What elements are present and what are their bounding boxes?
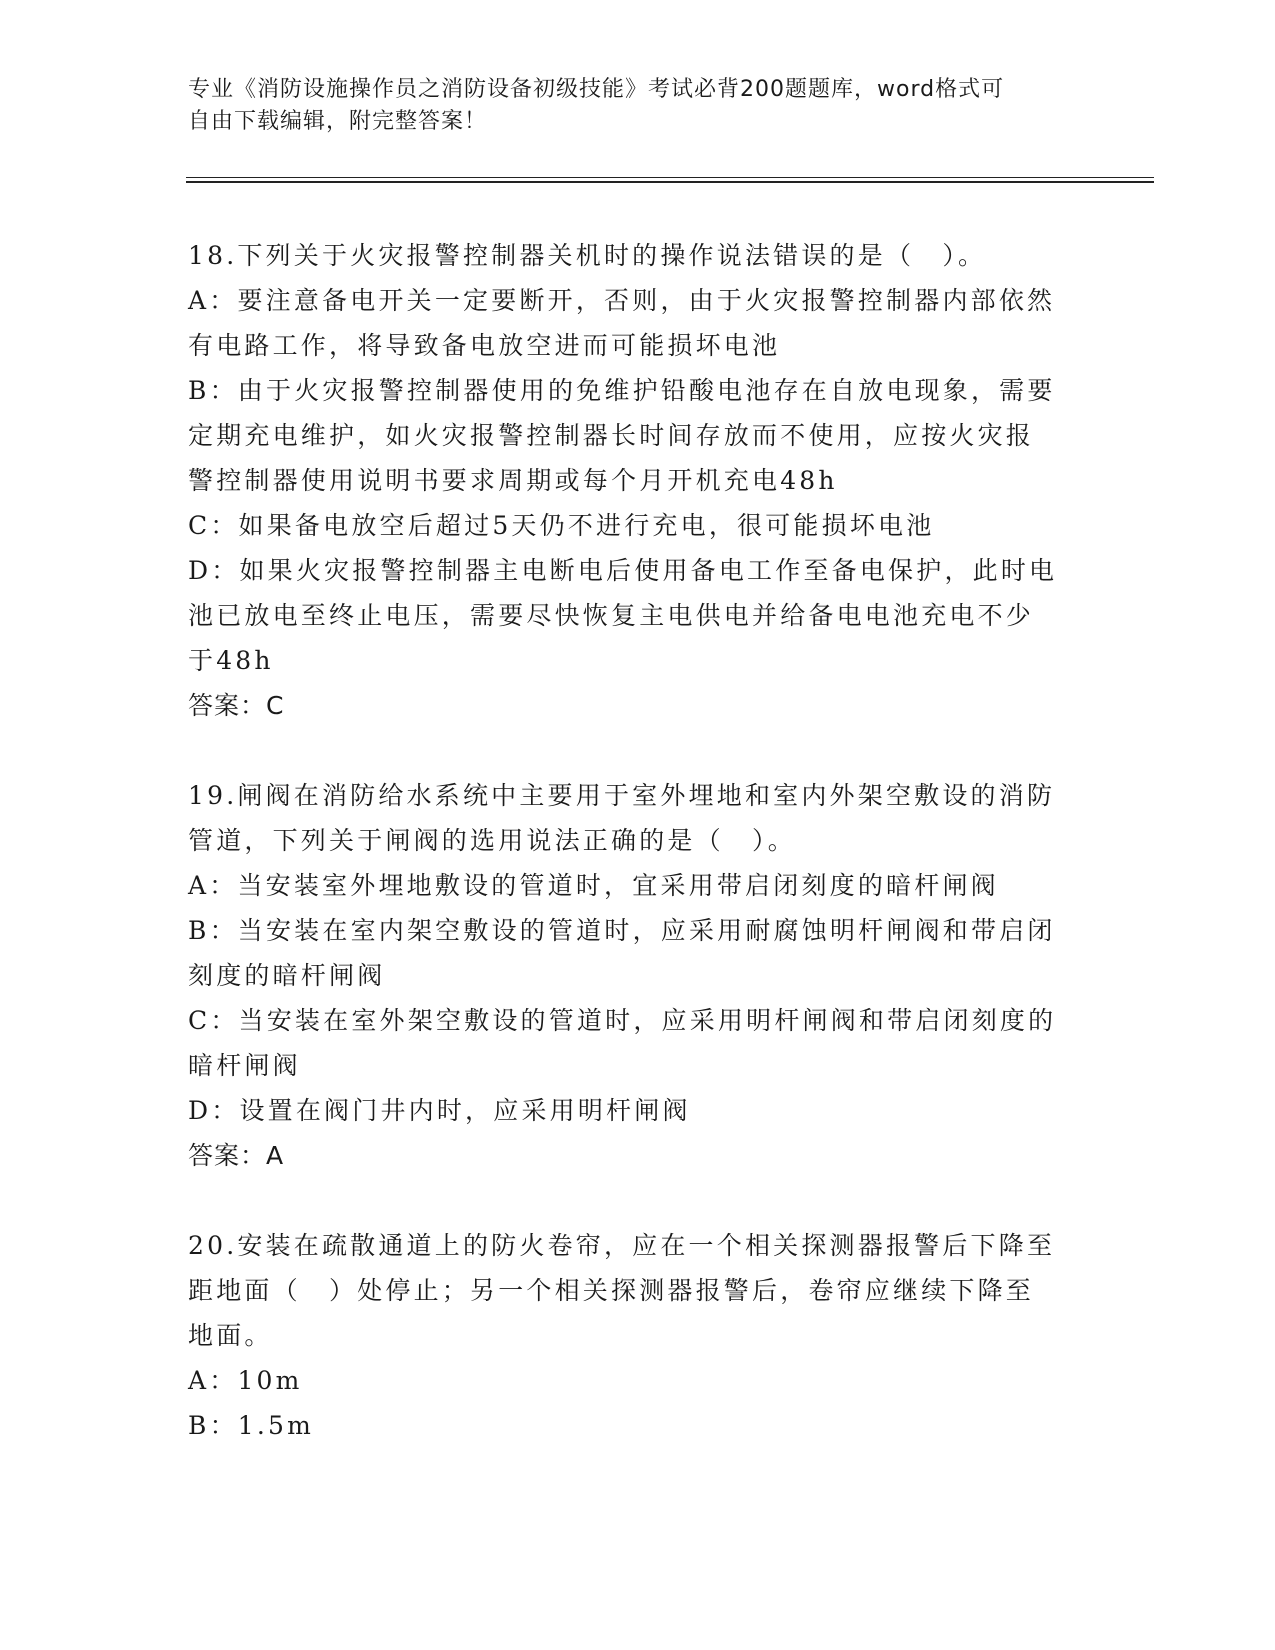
- option-a-line: A：要注意备电开关一定要断开，否则，由于火灾报警控制器内部依然: [188, 286, 1056, 315]
- question-stem-line: 距地面（ ）处停止；另一个相关探测器报警后，卷帘应继续下降至: [188, 1276, 1035, 1305]
- option-b-line: B：由于火灾报警控制器使用的免维护铅酸电池存在自放电现象，需要: [188, 376, 1056, 405]
- question-stem-line: 18.下列关于火灾报警控制器关机时的操作说法错误的是（ ）。: [188, 241, 987, 270]
- document-header: [188, 74, 1068, 138]
- header-line-2: 自由下载编辑，附完整答案！: [188, 109, 488, 134]
- question-stem-line: 管道，下列关于闸阀的选用说法正确的是（ ）。: [188, 826, 796, 855]
- option-d-line: 池已放电至终止电压，需要尽快恢复主电供电并给备电电池充电不少: [188, 601, 1035, 630]
- question-19: [188, 773, 1078, 1178]
- option-d-line: D：设置在阀门井内时，应采用明杆闸阀: [188, 1096, 691, 1125]
- option-b-line: B：当安装在室内架空敷设的管道时，应采用耐腐蚀明杆闸阀和带启闭: [188, 916, 1056, 945]
- option-d-line: 于48h: [188, 646, 274, 675]
- option-c-line: 暗杆闸阀: [188, 1051, 301, 1080]
- option-b-line: 定期充电维护，如火灾报警控制器长时间存放而不使用，应按火灾报: [188, 421, 1035, 450]
- header-line-1: 专业《消防设施操作员之消防设备初级技能》考试必背200题题库，word格式可: [188, 77, 1005, 102]
- question-stem-line: 地面。: [188, 1321, 273, 1350]
- answer-label: 答案：C: [188, 691, 285, 720]
- option-c-line: C：如果备电放空后超过5天仍不进行充电，很可能损坏电池: [188, 511, 935, 540]
- question-list: [188, 233, 1078, 1493]
- question-20: [188, 1223, 1078, 1448]
- header-divider-thin: [186, 177, 1154, 178]
- option-b-line: 刻度的暗杆闸阀: [188, 961, 386, 990]
- question-18: [188, 233, 1078, 728]
- option-b-line: 警控制器使用说明书要求周期或每个月开机充电48h: [188, 466, 838, 495]
- option-a-line: 有电路工作，将导致备电放空进而可能损坏电池: [188, 331, 781, 360]
- question-stem-line: 20.安装在疏散通道上的防火卷帘，应在一个相关探测器报警后下降至: [188, 1231, 1056, 1260]
- option-a-line: A：当安装室外埋地敷设的管道时，宜采用带启闭刻度的暗杆闸阀: [188, 871, 999, 900]
- question-stem-line: 19.闸阀在消防给水系统中主要用于室外埋地和室内外架空敷设的消防: [188, 781, 1056, 810]
- header-divider-thick: [186, 181, 1154, 183]
- option-b-line: B：1.5m: [188, 1411, 315, 1440]
- answer-label: 答案：A: [188, 1141, 285, 1170]
- option-c-line: C：当安装在室外架空敷设的管道时，应采用明杆闸阀和带启闭刻度的: [188, 1006, 1057, 1035]
- option-d-line: D：如果火灾报警控制器主电断电后使用备电工作至备电保护，此时电: [188, 556, 1058, 585]
- option-a-line: A：10m: [188, 1366, 303, 1395]
